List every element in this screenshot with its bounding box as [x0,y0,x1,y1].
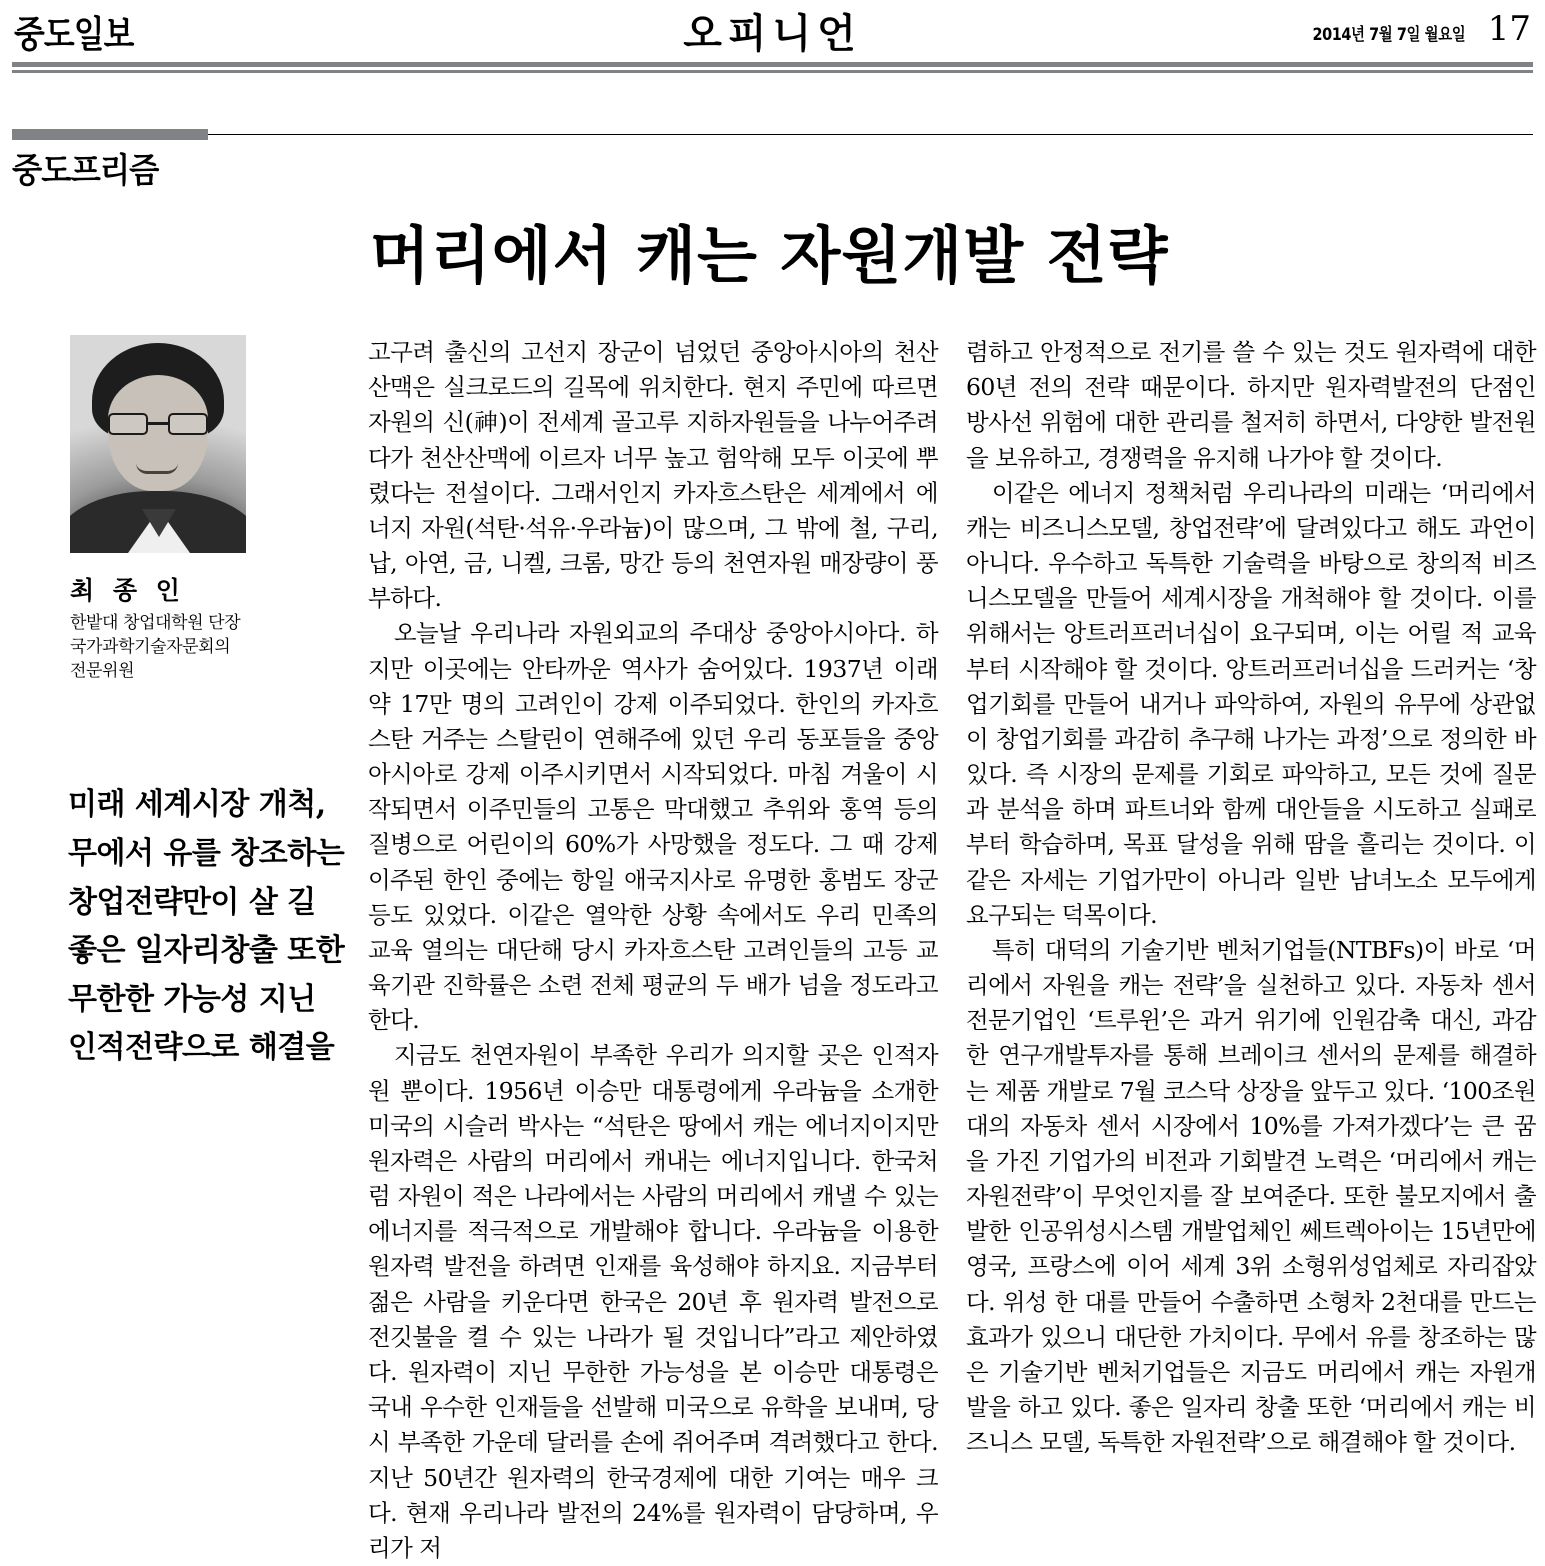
pull-quote-line-4: 좋은 일자리창출 또한 [68,933,345,969]
article-body [0,335,1545,1566]
glasses-bridge [148,422,168,425]
column-brand [0,129,1545,192]
paragraph: 특히 대덕의 기술기반 벤처기업들(NTBFs)이 바로 ‘머리에서 자원을 캐는 전략’을 실천하고 있다. 자동차 센서 전문기업인 ‘트루윈’은 과거 위기에 인원감축 대신, 과감한 연구개발투자를 통해 브레이크 센서의 문제를 해결하는 제품 개발로 7월 코스닥 상장을 앞두고 있다. ‘100조원대의 자동차 센서 시장에서 10%를 가져가겠다’는 큰 꿈을 가진 기업가의 비전과 기회발견 노력은 ‘머리에서 캐는 자원전략’이 무엇인지를 잘 보여준다. 또한 불모지에서 출발한 인공위성시스템 개발업체인 쎄트렉아이는 15년만에 영국, 프랑스에 이어 세계 3위 소형위성업체로 자리잡았다. 위성 한 대를 만들어 수출하면 소형차 2천대를 만드는 효과가 있으니 대단한 가치이다. 무에서 유를 창조하는 많은 기술기반 벤처기업들은 지금도 머리에서 캐는 자원개발을 하고 있다. 좋은 일자리 창출 또한 ‘머리에서 캐는 비즈니스 모델, 독특한 자원전략’으로 해결해야 할 것이다. [966,935,1536,1457]
paragraph: 이같은 에너지 정책처럼 우리나라의 미래는 ‘머리에서 캐는 비즈니스모델, 창업전략’에 달려있다고 해도 과언이 아니다. 우수하고 독특한 기술력을 바탕으로 창의적 비즈니스모델을 만들어 세계시장을 개척해야 할 것이다. 이를 위해서는 앙트러프러너십이 요구되며, 이는 어릴 적 교육부터 시작해야 할 것이다. 앙트러프러너십을 드러커는 ‘창업기회를 만들어 내거나 파악하여, 자원의 유무에 상관없이 창업기회를 과감히 추구해 나가는 과정’으로 정의한 바 있다. 즉 시장의 문제를 기회로 파악하고, 모든 것에 질문과 분석을 하며 파트너와 함께 대안들을 시도하고 실패로부터 학습하며, 목표 달성을 위해 땀을 흘리는 것이다. 이같은 자세는 기업가만이 아니라 일반 남녀노소 모두에게 요구되는 덕목이다. [966,478,1536,929]
author-name: 최 종 인 [70,576,185,605]
author-affiliation-line-2: 국가과학기술자문회의 [70,637,231,658]
article-headline: 머리에서 캐는 자원개발 전략 [370,219,1169,292]
glasses-lens-left [108,413,148,435]
pull-quote [68,781,354,1073]
pull-quote-line-5: 무한한 가능성 지닌 [68,981,316,1017]
newspaper-name: 중도일보 [14,13,134,56]
column-brand-bar [12,129,208,140]
masthead [0,0,1545,62]
author-affiliation-line-3: 전문위원 [70,661,135,682]
author-rail [14,335,354,1566]
text-columns [354,335,1536,1566]
paragraph: 오늘날 우리나라 자원외교의 주대상 중앙아시아다. 하지만 이곳에는 안타까운 역사가 숨어있다. 1937년 이래 약 17만 명의 고려인이 강제 이주되었다. 한인의 카자흐스탄 거주는 스탈린이 연해주에 있던 우리 동포들을 중앙아시아로 강제 이주시키면서 시작되었다. 마침 겨울이 시작되면서 이주민들의 고통은 막대했고 추위와 홍역 등의 질병으로 어린이의 60%가 사망했을 정도다. 그 때 강제 이주된 한인 중에는 항일 애국지사로 유명한 홍범도 장군 등도 있었다. 이같은 열악한 상황 속에서도 우리 민족의 교육 열의는 대단해 당시 카자흐스탄 고려인들의 고등 교육기관 진학률은 소련 전체 평균의 두 배가 넘을 정도라고 한다. [368,619,938,1035]
glasses-icon [106,413,210,435]
pull-quote-line-2: 무에서 유를 창조하는 [68,835,345,871]
masthead-rule-thick [12,62,1533,67]
pull-quote-line-3: 창업전략만이 살 길 [68,884,316,920]
column-brand-rule [12,129,1533,140]
glasses-lens-right [168,413,208,435]
masthead-rule-thin [12,70,1533,73]
paragraph: 지금도 천연자원이 부족한 우리가 의지할 곳은 인적자원 뿐이다. 1956년 이승만 대통령에게 우라늄을 소개한 미국의 시슬러 박사는 “석탄은 땅에서 캐는 에너지이지만 원자력은 사람의 머리에서 캐내는 에너지입니다. 한국처럼 자원이 적은 나라에서는 사람의 머리에서 캐낼 수 있는 에너지를 적극적으로 개발해야 합니다. 우라늄을 이용한 원자력 발전을 하려면 인재를 육성해야 하지요. 지금부터 젊은 사람을 키운다면 한국은 20년 후 원자력 발전으로 전깃불을 켤 수 있는 나라가 될 것입니다”라고 제안하였다. 원자력이 지닌 무한한 가능성을 본 이승만 대통령은 국내 우수한 인재들을 선발해 미국으로 유학을 보내며, 당시 부족한 가운데 달러를 손에 쥐어주며 격려했다고 한다. 지난 50년간 원자력의 한국경제에 대한 기여는 매우 크다. 현재 우리나라 발전의 24%를 원자력이 담당하며, 우리가 저 [368,1041,938,1562]
page-number: 17 [1487,9,1531,49]
author-photo [70,335,246,553]
pull-quote-line-6: 인적전략으로 해결을 [68,1030,335,1066]
paragraph: 고구려 출신의 고선지 장군이 넘었던 중앙아시아의 천산산맥은 실크로드의 길목에 위치한다. 현지 주민에 따르면 자원의 신(神)이 전세계 골고루 지하자원들을 나누어주려다가 천산산맥에 이르자 너무 높고 험악해 모두 이곳에 뿌렸다는 전설이다. 그래서인지 카자흐스탄은 세계에서 에너지 자원(석탄·석유·우라늄)이 많으며, 그 밖에 철, 구리, 납, 아연, 금, 니켈, 크롬, 망간 등의 천연자원 매장량이 풍부하다. [368,338,938,613]
text-column-right [966,335,1536,1566]
column-brand-hairline [208,134,1533,135]
column-brand-title: 중도프리즘 [12,151,159,191]
author-affiliation-line-1: 한밭대 창업대학원 단장 [70,613,241,633]
photo-mouth [136,463,178,474]
pull-quote-line-1: 미래 세계시장 개척, [68,787,326,823]
masthead-meta [1299,9,1531,49]
text-column-left [368,335,938,1566]
publication-date: 2014년 7월 7일 월요일 [1312,25,1466,45]
paragraph: 렴하고 안정적으로 전기를 쓸 수 있는 것도 원자력에 대한 60년 전의 전략 때문이다. 하지만 원자력발전의 단점인 방사선 위험에 대한 관리를 철저히 하면서, 다양한 발전원을 보유하고, 경쟁력을 유지해 나가야 할 것이다. [966,338,1536,472]
section-title: 오피니언 [683,11,862,57]
author-affiliation [70,611,354,683]
